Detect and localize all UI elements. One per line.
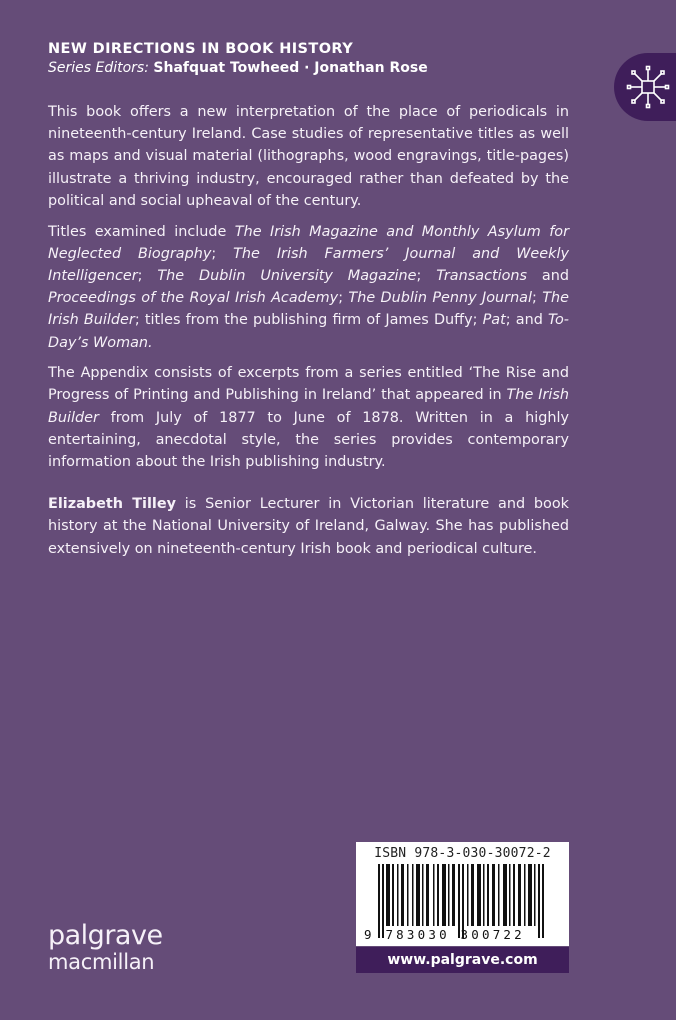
blurb-paragraph-3: The Appendix consists of excerpts from a series entitled ‘The Rise and Progress of Printing and Publishing in Ireland’ that appeared in The Irish Builder from July of 1877 to June of 1878. Written in a highly entertaining, anecdotal style, the series provides contemporary information about the Irish publishing industry. bbox=[48, 365, 569, 471]
barcode-image bbox=[364, 864, 561, 942]
author-name: Elizabeth Tilley bbox=[48, 496, 176, 513]
blurb-paragraph-2: Titles examined include The Irish Magazine and Monthly Asylum for Neglected Biography; The Irish Farmers’ Journal and Weekly Intelligencer; The Dublin University Magazine; Transactions and Proceedings of the Royal Irish Academy; The Dublin Penny Journal; The Irish Builder; titles from the publishing firm of James Duffy; Pat; and To-Day’s Woman. bbox=[48, 223, 569, 351]
author-bio: Elizabeth Tilley is Senior Lecturer in Victorian literature and book history at the National University of Ireland, Galway. She has published extensively on nineteenth-century Irish book and periodical culture. bbox=[48, 496, 569, 557]
publisher-logo-line-1: palgrave bbox=[48, 920, 163, 951]
blurb-paragraph-1: This book offers a new interpretation of the place of periodicals in nineteenth-century Ireland. Case studies of representative titles as well as maps and visual material (lithographs, wood engravings, title-pages) illustrate a thriving industry, encouraged rather than defeated by the political and social upheaval of the century. bbox=[48, 104, 569, 209]
series-header bbox=[48, 40, 428, 78]
blurb bbox=[48, 101, 569, 568]
series-editors-label: Series Editors: bbox=[48, 60, 149, 76]
isbn-label: ISBN 978-3-030-30072-2 bbox=[374, 846, 551, 861]
isbn-barcode bbox=[356, 842, 569, 946]
series-logo-tab bbox=[614, 53, 676, 121]
series-editors bbox=[48, 59, 428, 78]
series-editors-names: Shafquat Towheed · Jonathan Rose bbox=[153, 60, 428, 76]
publisher-logo-line-2: macmillan bbox=[48, 950, 155, 974]
barcode-digits: 9 783030 300722 bbox=[364, 927, 525, 942]
publisher-logo bbox=[48, 922, 163, 974]
circuit-network-icon bbox=[624, 63, 672, 111]
series-title: NEW DIRECTIONS IN BOOK HISTORY bbox=[48, 41, 354, 57]
publisher-url: www.palgrave.com bbox=[356, 947, 569, 973]
